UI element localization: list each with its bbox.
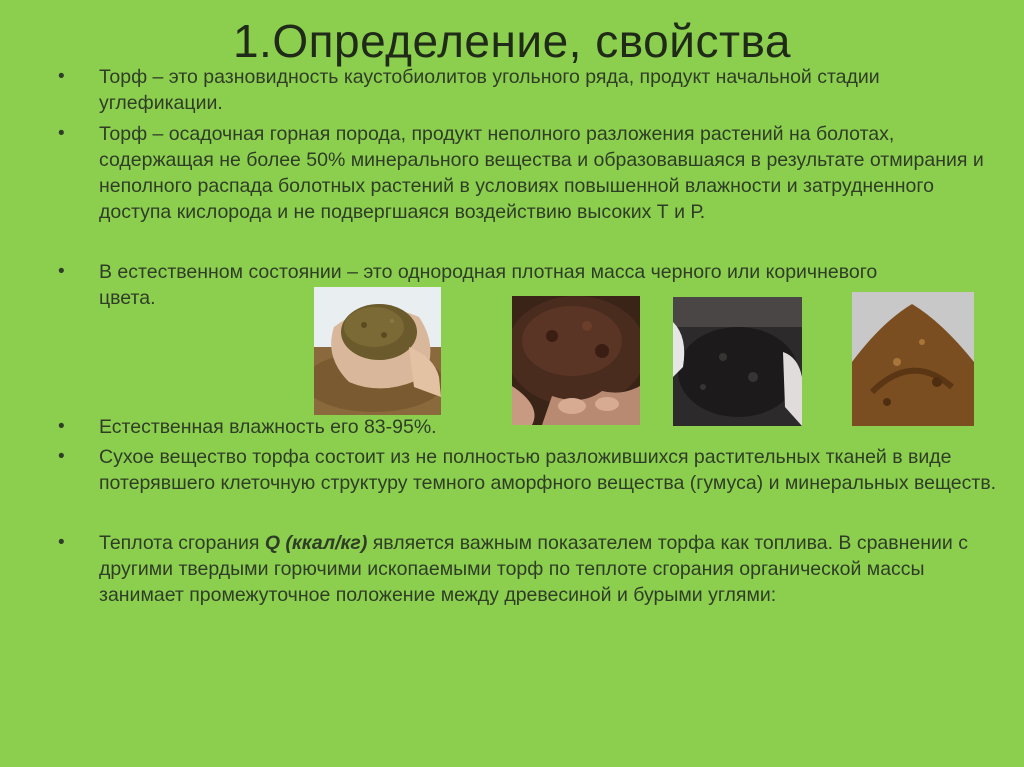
slide-title: 1.Определение, свойства	[232, 15, 792, 67]
bullet-item	[58, 444, 999, 496]
bullet-text	[99, 532, 968, 606]
bullet-item	[58, 530, 1009, 608]
heat-value-emphasis: Q (ккал/кг)	[264, 532, 368, 554]
black-peat-photo	[673, 297, 802, 426]
brown-peat-pile-photo	[852, 292, 974, 426]
bullet-dot: •	[58, 66, 65, 87]
bullet-dot: •	[58, 446, 65, 467]
peat-in-hands-photo	[314, 287, 441, 415]
bullet-text-part: Теплота сгорания	[99, 532, 265, 554]
bullet-dot: •	[58, 416, 65, 437]
bullet-text: Естественная влажность его 83-95%.	[99, 416, 437, 438]
bullet-dot: •	[58, 532, 65, 553]
bullet-text: В естественном состоянии – это однородная плотная масса черного или коричневого цвета.	[99, 261, 878, 309]
bullet-text-part: является важным показателем торфа как топлива. В сравнении с другими твердыми горючими ископаемыми торф по теплоте сгорания органической массы занимает промежуточное положение между древесиной и бурыми углями:	[99, 532, 968, 606]
bullet-dot: •	[58, 261, 65, 282]
bullet-item	[58, 64, 999, 116]
bullet-text: Торф – осадочная горная порода, продукт неполного разложения растений на болотах, содержащая не более 50% минерального вещества и образовавшаяся в результате отмирания и неполного распада болотных растений в условиях повышенной влажности и затрудненного доступа кислорода и не подвергшаяся воздействию высоких Т и Р.	[99, 123, 984, 223]
bullet-text: Торф – это разновидность каустобиолитов угольного ряда, продукт начальной стадии углефикации.	[99, 66, 880, 114]
wet-peat-hands-photo	[512, 296, 640, 425]
bullet-text: Сухое вещество торфа состоит из не полностью разложившихся растительных тканей в виде потерявшего клеточную структуру темного аморфного вещества (гумуса) и минеральных веществ.	[99, 446, 997, 494]
bullet-item	[58, 121, 999, 225]
bullet-dot: •	[58, 123, 65, 144]
bullet-item	[58, 414, 999, 440]
